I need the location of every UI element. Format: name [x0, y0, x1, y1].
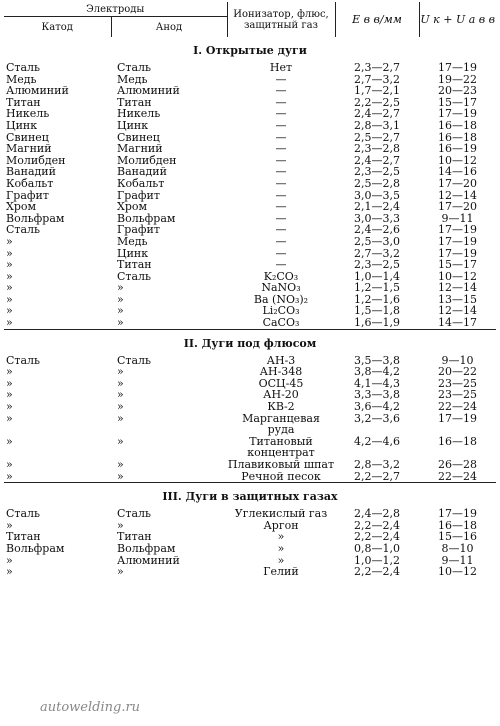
u-value-cell: 12—14 [438, 188, 477, 202]
table-row [4, 236, 496, 248]
cathode-cell: » [6, 365, 13, 379]
medium-cell: КВ-2 [267, 400, 295, 414]
table-row [4, 366, 496, 378]
anode-cell: Сталь [117, 507, 152, 521]
e-value-cell: 3,3—3,8 [354, 388, 400, 402]
u-value-cell: 17—20 [438, 176, 477, 190]
medium-cell: Ba (NO₃)₂ [253, 292, 309, 306]
section-title: III. Дуги в защитных газах [4, 483, 496, 509]
watermark: autowelding.ru [40, 700, 141, 715]
cathode-cell: Молибден [6, 153, 66, 167]
cathode-cell: » [6, 518, 13, 532]
table-row [4, 459, 496, 471]
anode-cell: Титан [117, 95, 152, 109]
medium-cell: ОСЦ-45 [258, 376, 304, 390]
e-value-cell: 2,5—2,8 [354, 176, 400, 190]
medium-cell: — [275, 153, 287, 167]
anode-cell: » [117, 411, 124, 425]
cathode-cell: » [6, 469, 13, 483]
medium-cell: — [275, 188, 287, 202]
u-value-cell: 16—18 [438, 130, 477, 144]
medium-cell: — [275, 72, 287, 86]
table-row [4, 62, 496, 74]
u-value-cell: 17—19 [438, 234, 477, 248]
medium-cell: — [275, 95, 287, 109]
table-row [4, 555, 496, 567]
medium-cell: CaCO₃ [262, 316, 300, 330]
u-value-cell: 16—19 [438, 142, 477, 156]
u-value-cell: 13—15 [438, 292, 477, 306]
cathode-cell: » [6, 304, 13, 318]
cathode-cell: Ванадий [6, 165, 56, 179]
table-row [4, 317, 496, 329]
table-row [4, 531, 496, 543]
medium-cell: — [275, 165, 287, 179]
medium-cell: АН-20 [263, 388, 299, 402]
anode-cell: Никель [117, 107, 161, 121]
e-value-cell: 4,1—4,3 [354, 376, 400, 390]
cathode-cell: » [6, 234, 13, 248]
u-value-cell: 15—17 [438, 258, 477, 272]
cathode-cell: » [6, 411, 13, 425]
e-value-cell: 3,2—3,6 [354, 411, 400, 425]
e-value-cell: 2,7—3,2 [354, 72, 400, 86]
table-row [4, 401, 496, 413]
cathode-cell: » [6, 434, 13, 448]
u-value-cell: 22—24 [438, 400, 477, 414]
table-row [4, 248, 496, 260]
e-value-cell: 2,3—2,5 [354, 165, 400, 179]
table-row [4, 166, 496, 178]
u-value-cell: 12—14 [438, 304, 477, 318]
medium-cell: K₂CO₃ [263, 269, 299, 283]
header-cathode: Катод [41, 21, 73, 33]
e-value-cell: 0,8—1,0 [354, 541, 400, 555]
medium-cell: — [275, 200, 287, 214]
e-value-cell: 2,2—2,4 [354, 565, 400, 579]
e-value-cell: 2,2—2,5 [354, 95, 400, 109]
e-value-cell: 3,0—3,5 [354, 188, 400, 202]
e-value-cell: 1,7—2,1 [354, 84, 400, 98]
u-value-cell: 17—20 [438, 200, 477, 214]
medium-cell: — [275, 258, 287, 272]
header-electrodes: Электроды [4, 2, 227, 17]
medium-cell: — [275, 234, 287, 248]
table-row [4, 213, 496, 225]
section-title: II. Дуги под флюсом [4, 329, 496, 355]
table-row [4, 155, 496, 167]
anode-cell: » [117, 376, 124, 390]
anode-cell: Цинк [117, 246, 149, 260]
u-value-cell: 22—24 [438, 469, 477, 483]
e-value-cell: 1,5—1,8 [354, 304, 400, 318]
e-value-cell: 1,0—1,4 [354, 269, 400, 283]
anode-cell: Сталь [117, 353, 152, 367]
u-value-cell: 15—16 [438, 530, 477, 544]
cathode-cell: » [6, 269, 13, 283]
cathode-cell: » [6, 246, 13, 260]
table-row [4, 508, 496, 520]
table-row [4, 132, 496, 144]
anode-cell: Ванадий [117, 165, 167, 179]
cathode-cell: Цинк [6, 118, 38, 132]
arc-parameters-table [4, 2, 496, 578]
medium-cell: Плавиковый шпат [227, 458, 335, 471]
header-e: E в в/мм [335, 2, 419, 37]
cathode-cell: » [6, 281, 13, 295]
u-value-cell: 17—19 [438, 61, 477, 74]
u-value-cell: 19—22 [438, 72, 477, 86]
e-value-cell: 2,2—2,7 [354, 469, 400, 483]
anode-cell: » [117, 281, 124, 295]
medium-cell: — [275, 211, 287, 225]
u-value-cell: 23—25 [438, 376, 477, 390]
u-value-cell: 17—19 [438, 223, 477, 237]
anode-cell: Титан [117, 530, 152, 544]
table-row [4, 143, 496, 155]
table-row [4, 282, 496, 294]
table-row [4, 271, 496, 283]
anode-cell: Магний [117, 142, 163, 156]
u-value-cell: 14—17 [438, 316, 477, 330]
e-value-cell: 2,3—2,7 [354, 61, 400, 74]
u-value-cell: 16—18 [438, 434, 477, 448]
anode-cell: Цинк [117, 118, 149, 132]
cathode-cell: » [6, 388, 13, 402]
e-value-cell: 3,5—3,8 [354, 353, 400, 367]
u-value-cell: 14—16 [438, 165, 477, 179]
e-value-cell: 2,7—3,2 [354, 246, 400, 260]
u-value-cell: 17—19 [438, 507, 477, 521]
e-value-cell: 2,8—3,1 [354, 118, 400, 132]
anode-cell: Медь [117, 72, 148, 86]
cathode-cell: » [6, 458, 13, 471]
e-value-cell: 2,4—2,8 [354, 507, 400, 521]
table-row [4, 74, 496, 86]
anode-cell: Свинец [117, 130, 160, 144]
medium-cell: — [275, 107, 287, 121]
medium-cell: Речной песок [241, 469, 321, 483]
anode-cell: » [117, 400, 124, 414]
u-value-cell: 17—19 [438, 246, 477, 260]
medium-cell: Титановый концентрат [247, 434, 315, 460]
u-value-cell: 16—18 [438, 518, 477, 532]
table-row [4, 305, 496, 317]
anode-cell: » [117, 458, 124, 471]
medium-cell: Нет [269, 61, 293, 74]
table-row [4, 355, 496, 367]
table-row [4, 201, 496, 213]
medium-cell: — [275, 246, 287, 260]
medium-cell: NaNO₃ [261, 281, 301, 295]
u-value-cell: 10—12 [438, 269, 477, 283]
e-value-cell: 2,8—3,2 [354, 458, 400, 471]
e-value-cell: 3,6—4,2 [354, 400, 400, 414]
medium-cell: — [275, 118, 287, 132]
anode-cell: » [117, 565, 124, 579]
cathode-cell: » [6, 376, 13, 390]
cathode-cell: » [6, 400, 13, 414]
u-value-cell: 16—18 [438, 118, 477, 132]
medium-cell: Углекислый газ [234, 507, 328, 521]
header-ionizer: Ионизатор, флюс, защитный газ [227, 2, 335, 37]
medium-cell: Li₂CO₃ [262, 304, 300, 318]
u-value-cell: 9—10 [441, 353, 474, 367]
cathode-cell: Графит [6, 188, 49, 202]
e-value-cell: 4,2—4,6 [354, 434, 400, 448]
cathode-cell: » [6, 292, 13, 306]
cathode-cell: Титан [6, 95, 41, 109]
anode-cell: Вольфрам [117, 211, 176, 225]
e-value-cell: 2,3—2,8 [354, 142, 400, 156]
anode-cell: » [117, 388, 124, 402]
e-value-cell: 1,0—1,2 [354, 553, 400, 567]
anode-cell: Вольфрам [117, 541, 176, 555]
anode-cell: Титан [117, 258, 152, 272]
anode-cell: Графит [117, 223, 160, 237]
e-value-cell: 1,2—1,5 [354, 281, 400, 295]
u-value-cell: 8—10 [441, 541, 474, 555]
table-row [4, 85, 496, 97]
table-row [4, 97, 496, 109]
e-value-cell: 2,2—2,4 [354, 530, 400, 544]
medium-cell: — [275, 130, 287, 144]
anode-cell: » [117, 434, 124, 448]
cathode-cell: Сталь [6, 61, 41, 74]
anode-cell: Медь [117, 234, 148, 248]
anode-cell: Графит [117, 188, 160, 202]
table-row [4, 389, 496, 401]
cathode-cell: Кобальт [6, 176, 54, 190]
table-row [4, 436, 496, 459]
table-row [4, 294, 496, 306]
table-row [4, 178, 496, 190]
table-row [4, 471, 496, 483]
u-value-cell: 9—11 [441, 211, 474, 225]
e-value-cell: 2,5—3,0 [354, 234, 400, 248]
anode-cell: Молибден [117, 153, 177, 167]
anode-cell: Хром [117, 200, 148, 214]
medium-cell: » [277, 553, 285, 567]
u-value-cell: 10—12 [438, 153, 477, 167]
medium-cell: Гелий [263, 565, 299, 579]
medium-cell: Марганцевая руда [242, 411, 320, 437]
header-u: U к + U а в в [419, 2, 496, 37]
medium-cell: — [275, 142, 287, 156]
anode-cell: » [117, 518, 124, 532]
anode-cell: » [117, 316, 124, 330]
e-value-cell: 2,3—2,5 [354, 258, 400, 272]
cathode-cell: » [6, 565, 13, 579]
table-row [4, 543, 496, 555]
e-value-cell: 2,2—2,4 [354, 518, 400, 532]
e-value-cell: 2,5—2,7 [354, 130, 400, 144]
cathode-cell: Медь [6, 72, 37, 86]
cathode-cell: » [6, 316, 13, 330]
table-row [4, 259, 496, 271]
e-value-cell: 2,1—2,4 [354, 200, 400, 214]
header-anode: Анод [111, 17, 227, 38]
cathode-cell: Магний [6, 142, 52, 156]
table-row [4, 520, 496, 532]
medium-cell: Аргон [263, 518, 299, 532]
cathode-cell: Вольфрам [6, 541, 65, 555]
medium-cell: — [275, 84, 287, 98]
e-value-cell: 3,0—3,3 [354, 211, 400, 225]
section-title: I. Открытые дуги [193, 44, 307, 58]
e-value-cell: 2,4—2,6 [354, 223, 400, 237]
medium-cell: — [275, 176, 287, 190]
table-row [4, 413, 496, 436]
anode-cell: Кобальт [117, 176, 165, 190]
anode-cell: » [117, 469, 124, 483]
medium-cell: » [277, 530, 285, 544]
table-row [4, 224, 496, 236]
cathode-cell: Сталь [6, 353, 41, 367]
u-value-cell: 15—17 [438, 95, 477, 109]
medium-cell: — [275, 223, 287, 237]
e-value-cell: 1,2—1,6 [354, 292, 400, 306]
u-value-cell: 12—14 [438, 281, 477, 295]
cathode-cell: Сталь [6, 507, 41, 521]
cathode-cell: » [6, 258, 13, 272]
u-value-cell: 20—22 [438, 365, 477, 379]
table-row [4, 566, 496, 578]
u-value-cell: 26—28 [438, 458, 477, 471]
e-value-cell: 1,6—1,9 [354, 316, 400, 330]
u-value-cell: 17—19 [438, 411, 477, 425]
medium-cell: АН-348 [259, 365, 303, 379]
cathode-cell: Титан [6, 530, 41, 544]
cathode-cell: Свинец [6, 130, 49, 144]
cathode-cell: Алюминий [6, 84, 69, 98]
table-body [4, 37, 496, 578]
cathode-cell: » [6, 553, 13, 567]
anode-cell: Сталь [117, 61, 152, 74]
medium-cell: АН-3 [266, 353, 296, 367]
table-row [4, 108, 496, 120]
anode-cell: » [117, 304, 124, 318]
anode-cell: Алюминий [117, 84, 180, 98]
cathode-cell: Никель [6, 107, 50, 121]
anode-cell: » [117, 292, 124, 306]
e-value-cell: 3,8—4,2 [354, 365, 400, 379]
medium-cell: » [277, 541, 285, 555]
table-row [4, 378, 496, 390]
cathode-cell: Хром [6, 200, 37, 214]
u-value-cell: 9—11 [441, 553, 474, 567]
cathode-cell: Сталь [6, 223, 41, 237]
anode-cell: Алюминий [117, 553, 180, 567]
u-value-cell: 23—25 [438, 388, 477, 402]
anode-cell: Сталь [117, 269, 152, 283]
u-value-cell: 20—23 [438, 84, 477, 98]
table-row [4, 190, 496, 202]
u-value-cell: 10—12 [438, 565, 477, 579]
anode-cell: » [117, 365, 124, 379]
e-value-cell: 2,4—2,7 [354, 107, 400, 121]
e-value-cell: 2,4—2,7 [354, 153, 400, 167]
u-value-cell: 17—19 [438, 107, 477, 121]
table-row [4, 120, 496, 132]
cathode-cell: Вольфрам [6, 211, 65, 225]
